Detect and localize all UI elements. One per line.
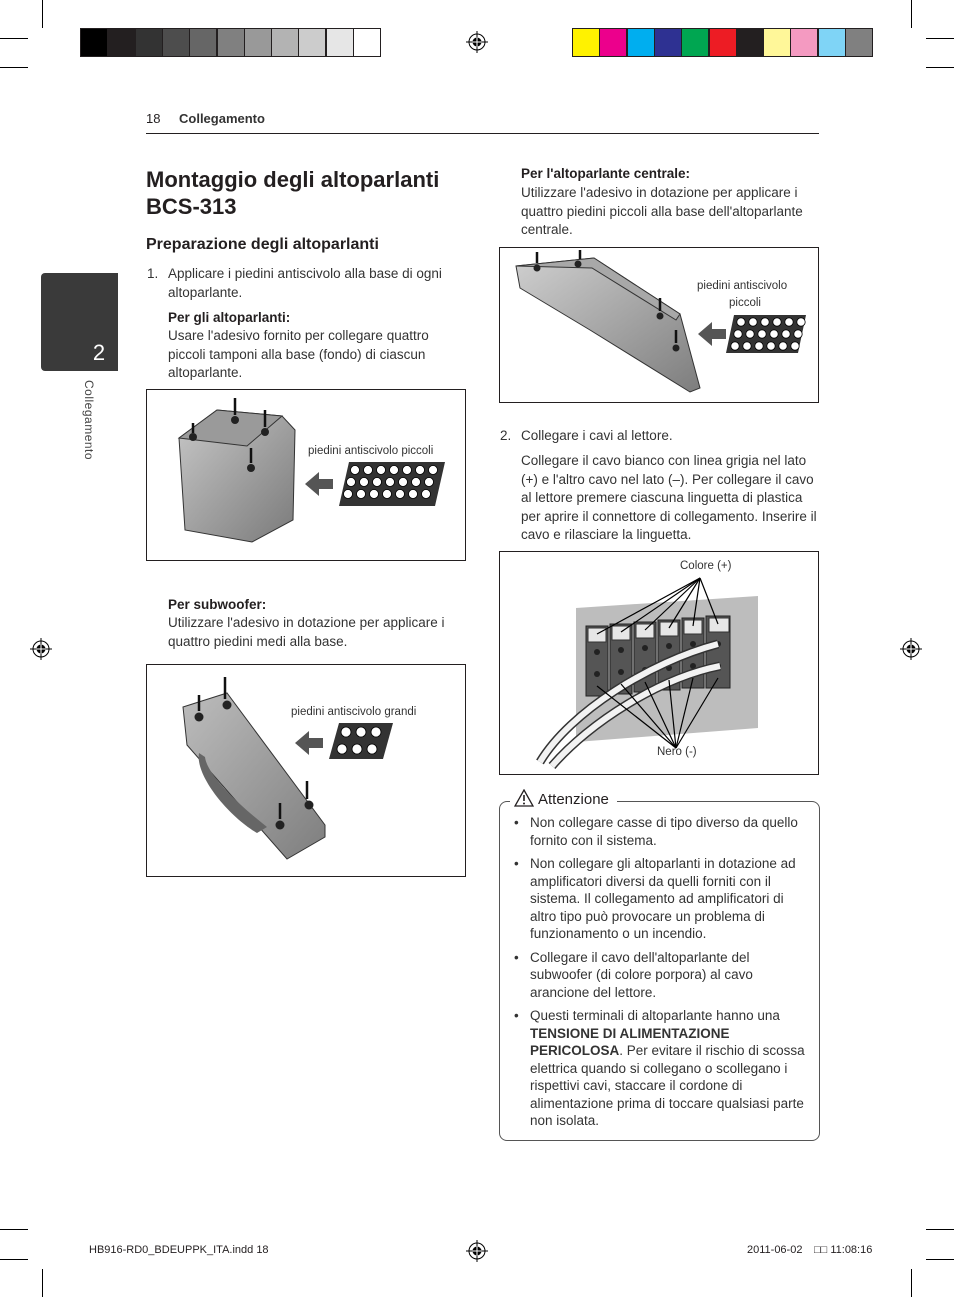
gray-swatch bbox=[245, 29, 271, 56]
gray-swatch bbox=[163, 29, 189, 56]
gray-swatch bbox=[299, 29, 325, 56]
gray-swatch bbox=[190, 29, 216, 56]
caution-emphasis: TENSIONE DI ALIMENTAZIONE PERICOLOSA bbox=[530, 1025, 730, 1058]
color-swatch bbox=[737, 29, 763, 56]
color-swatch bbox=[682, 29, 708, 56]
subwoofer-caption: piedini antiscivolo grandi bbox=[291, 706, 417, 718]
crop-mark bbox=[42, 0, 43, 28]
color-swatch bbox=[819, 29, 845, 56]
page-title: Montaggio degli altoparlanti BCS-313 bbox=[146, 167, 440, 219]
caution-text: . Per evitare il rischio di scossa elettrica quando si collegano o scollegano i rispettivi cavi, staccare il cordone di alimentazione prima di toccare qualsiasi parte non isolata. bbox=[530, 1043, 805, 1128]
connector-figure bbox=[499, 551, 819, 775]
subwoofer-figure bbox=[146, 664, 466, 877]
crop-mark bbox=[0, 67, 28, 68]
gray-swatch bbox=[272, 29, 298, 56]
caution-item bbox=[512, 1007, 806, 1130]
speaker-illustration bbox=[147, 390, 465, 560]
caution-item: • Non collegare gli altoparlanti in dotazione ad amplificatori diversi da quelli forniti con il sistema. Il collegamento ad amplificatori di altro tipo può provocare un problema di funzionamento o un incendio. bbox=[512, 855, 806, 943]
gray-swatch bbox=[354, 29, 380, 56]
step2-text: Collegare i cavi al lettore. bbox=[521, 428, 673, 443]
subwoofer-heading: Per subwoofer: bbox=[168, 597, 267, 612]
registration-mark-icon bbox=[466, 31, 488, 53]
footer-date: 2011-06-02 bbox=[747, 1244, 803, 1256]
speaker-caption: piedini antiscivolo piccoli bbox=[308, 445, 434, 457]
positive-label: Colore (+) bbox=[680, 560, 732, 572]
gray-swatch bbox=[327, 29, 353, 56]
color-swatch bbox=[600, 29, 626, 56]
color-swatch bbox=[628, 29, 654, 56]
speakers-heading: Per gli altoparlanti: bbox=[168, 310, 291, 325]
warning-triangle-icon bbox=[514, 789, 534, 807]
crop-mark bbox=[926, 38, 954, 39]
color-swatch bbox=[791, 29, 817, 56]
speaker-figure bbox=[146, 389, 466, 561]
registration-mark-icon bbox=[30, 638, 52, 660]
center-caption-2: piccoli bbox=[729, 297, 761, 309]
caution-text: Questi terminali di altoparlante hanno una bbox=[530, 1008, 780, 1023]
center-caption-1: piedini antiscivolo bbox=[697, 280, 788, 292]
chapter-number: 2 bbox=[92, 340, 106, 365]
crop-mark bbox=[926, 67, 954, 68]
step2-detail: Collegare il cavo bianco con linea grigia nel lato (+) e l'altro cavo nel lato (–). Per collegare il cavo al lettore premere ciascuna linguetta di plastica per aprire il connettore di collegamento. Inserire il cavo e rilasciare la linguetta. bbox=[521, 453, 817, 542]
caution-item: • Non collegare casse di tipo diverso da quello fornito con il sistema. bbox=[512, 814, 806, 849]
gray-swatch bbox=[136, 29, 162, 56]
crop-mark bbox=[0, 1259, 28, 1260]
crop-mark bbox=[926, 1229, 954, 1230]
color-swatch bbox=[710, 29, 736, 56]
footer-filename: HB916-RD0_BDEUPPK_ITA.indd 18 bbox=[89, 1244, 269, 1256]
registration-mark-icon bbox=[900, 638, 922, 660]
center-heading: Per l'altoparlante centrale: bbox=[521, 166, 691, 181]
section-heading: Preparazione degli altoparlanti bbox=[146, 236, 379, 253]
color-swatch bbox=[655, 29, 681, 56]
crop-mark bbox=[911, 1269, 912, 1297]
color-swatch bbox=[573, 29, 599, 56]
gray-swatch bbox=[218, 29, 244, 56]
caution-item: • Collegare il cavo dell'altoparlante del subwoofer (di colore porpora) al cavo arancione del lettore. bbox=[512, 949, 806, 1002]
connector-illustration bbox=[500, 552, 818, 774]
crop-mark bbox=[42, 1269, 43, 1297]
step-text: Applicare i piedini antiscivolo alla base di ogni altoparlante. bbox=[168, 266, 442, 300]
chapter-label: Collegamento bbox=[82, 380, 96, 461]
registration-mark-icon bbox=[466, 1240, 488, 1262]
crop-mark bbox=[0, 38, 28, 39]
crop-mark bbox=[0, 1229, 28, 1230]
caution-heading bbox=[510, 789, 617, 808]
header-rule bbox=[146, 133, 819, 134]
footer-time: □□ 11:08:16 bbox=[814, 1244, 873, 1256]
crop-mark bbox=[926, 1259, 954, 1260]
center-speaker-illustration bbox=[500, 248, 818, 402]
gray-swatch bbox=[81, 29, 107, 56]
subwoofer-illustration bbox=[147, 665, 465, 876]
color-swatch bbox=[846, 29, 872, 56]
step-number: 1. bbox=[147, 266, 159, 281]
color-swatch bbox=[764, 29, 790, 56]
center-text: Utilizzare l'adesivo in dotazione per applicare i quattro piedini piccoli alla base dell'altoparlante centrale. bbox=[521, 185, 803, 237]
caution-title: Attenzione bbox=[538, 791, 609, 808]
step2-number: 2. bbox=[500, 428, 512, 443]
negative-label: Nero (-) bbox=[657, 746, 697, 758]
caution-list bbox=[512, 814, 806, 1136]
page-number: 18 bbox=[146, 111, 161, 126]
subwoofer-text: Utilizzare l'adesivo in dotazione per applicare i quattro piedini medi alla base. bbox=[168, 615, 445, 649]
center-speaker-figure bbox=[499, 247, 819, 403]
speakers-text: Usare l'adesivo fornito per collegare quattro piccoli tamponi alla base (fondo) di ciascun altoparlante. bbox=[168, 328, 429, 380]
crop-mark bbox=[911, 0, 912, 28]
gray-swatch bbox=[108, 29, 134, 56]
running-header: Collegamento bbox=[179, 111, 265, 126]
